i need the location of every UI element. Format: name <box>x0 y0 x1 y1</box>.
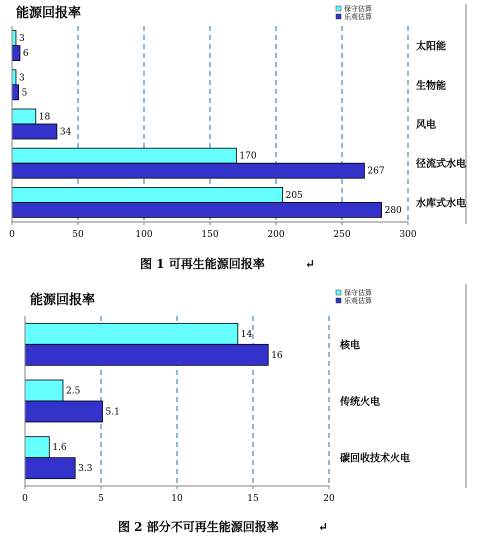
bar <box>25 401 103 422</box>
bar <box>25 458 75 479</box>
bar <box>12 148 236 163</box>
x-tick-label: 200 <box>267 230 285 240</box>
chart-nonrenewable-energy-return <box>0 280 477 542</box>
x-tick-label: 10 <box>171 494 183 504</box>
chart-title: 能源回报率 <box>16 6 82 21</box>
category-label: 传统火电 <box>340 397 380 408</box>
legend-swatch <box>336 6 341 11</box>
data-label: 6 <box>22 49 29 60</box>
legend-label: 保守估算 <box>344 289 372 297</box>
category-label: 太阳能 <box>416 41 446 53</box>
category-label: 碳回收技术火电 <box>340 453 410 465</box>
x-tick-label: 20 <box>323 494 335 504</box>
data-label: 3.3 <box>78 464 93 475</box>
bar <box>12 163 364 178</box>
x-tick-label: 300 <box>399 230 417 240</box>
x-tick-label: 50 <box>72 230 84 240</box>
x-tick-label: 15 <box>247 494 259 504</box>
data-label: 5.1 <box>105 407 120 418</box>
figure-caption: 图 1 可再生能源回报率 <box>140 257 265 271</box>
data-label: 170 <box>239 151 257 162</box>
x-tick-label: 0 <box>22 494 28 504</box>
bar <box>12 31 16 46</box>
category-label: 径流式水电 <box>416 159 466 171</box>
legend-label: 乐观估算 <box>344 13 372 21</box>
bar <box>25 344 268 365</box>
x-tick-label: 5 <box>98 494 104 504</box>
category-label: 生物能 <box>416 80 446 92</box>
category-label: 核电 <box>340 340 360 352</box>
return-mark: ↵ <box>305 257 316 271</box>
category-label: 风电 <box>416 120 436 131</box>
bar <box>12 46 20 61</box>
x-tick-label: 100 <box>135 230 153 240</box>
bar <box>12 202 382 217</box>
data-label: 5 <box>21 88 28 99</box>
data-label: 3 <box>18 73 25 84</box>
data-label: 205 <box>285 190 303 201</box>
x-tick-label: 150 <box>201 230 219 240</box>
x-tick-label: 0 <box>9 230 15 240</box>
bar <box>12 85 19 100</box>
bar <box>12 187 283 202</box>
category-label: 水库式水电 <box>416 198 466 210</box>
legend-swatch <box>336 298 341 303</box>
bar <box>12 124 57 139</box>
bar <box>25 323 238 344</box>
legend-label: 保守估算 <box>344 5 372 13</box>
data-label: 1.6 <box>52 443 67 454</box>
data-label: 18 <box>38 112 51 123</box>
figure-caption: 图 2 部分不可再生能源回报率 <box>118 520 279 534</box>
legend-swatch <box>336 14 341 19</box>
bar <box>12 109 36 124</box>
data-label: 280 <box>384 205 402 216</box>
x-tick-label: 250 <box>333 230 351 240</box>
data-label: 267 <box>367 166 385 177</box>
bar <box>25 437 49 458</box>
legend-swatch <box>336 290 341 295</box>
return-mark: ↵ <box>318 520 329 534</box>
data-label: 34 <box>59 127 72 138</box>
data-label: 16 <box>271 350 283 361</box>
data-label: 14 <box>240 329 253 340</box>
legend-label: 乐观估算 <box>344 297 372 305</box>
bar <box>25 380 63 401</box>
bar <box>12 70 16 85</box>
chart-title: 能源回报率 <box>30 293 96 308</box>
data-label: 3 <box>18 34 25 45</box>
data-label: 2.5 <box>66 386 81 397</box>
